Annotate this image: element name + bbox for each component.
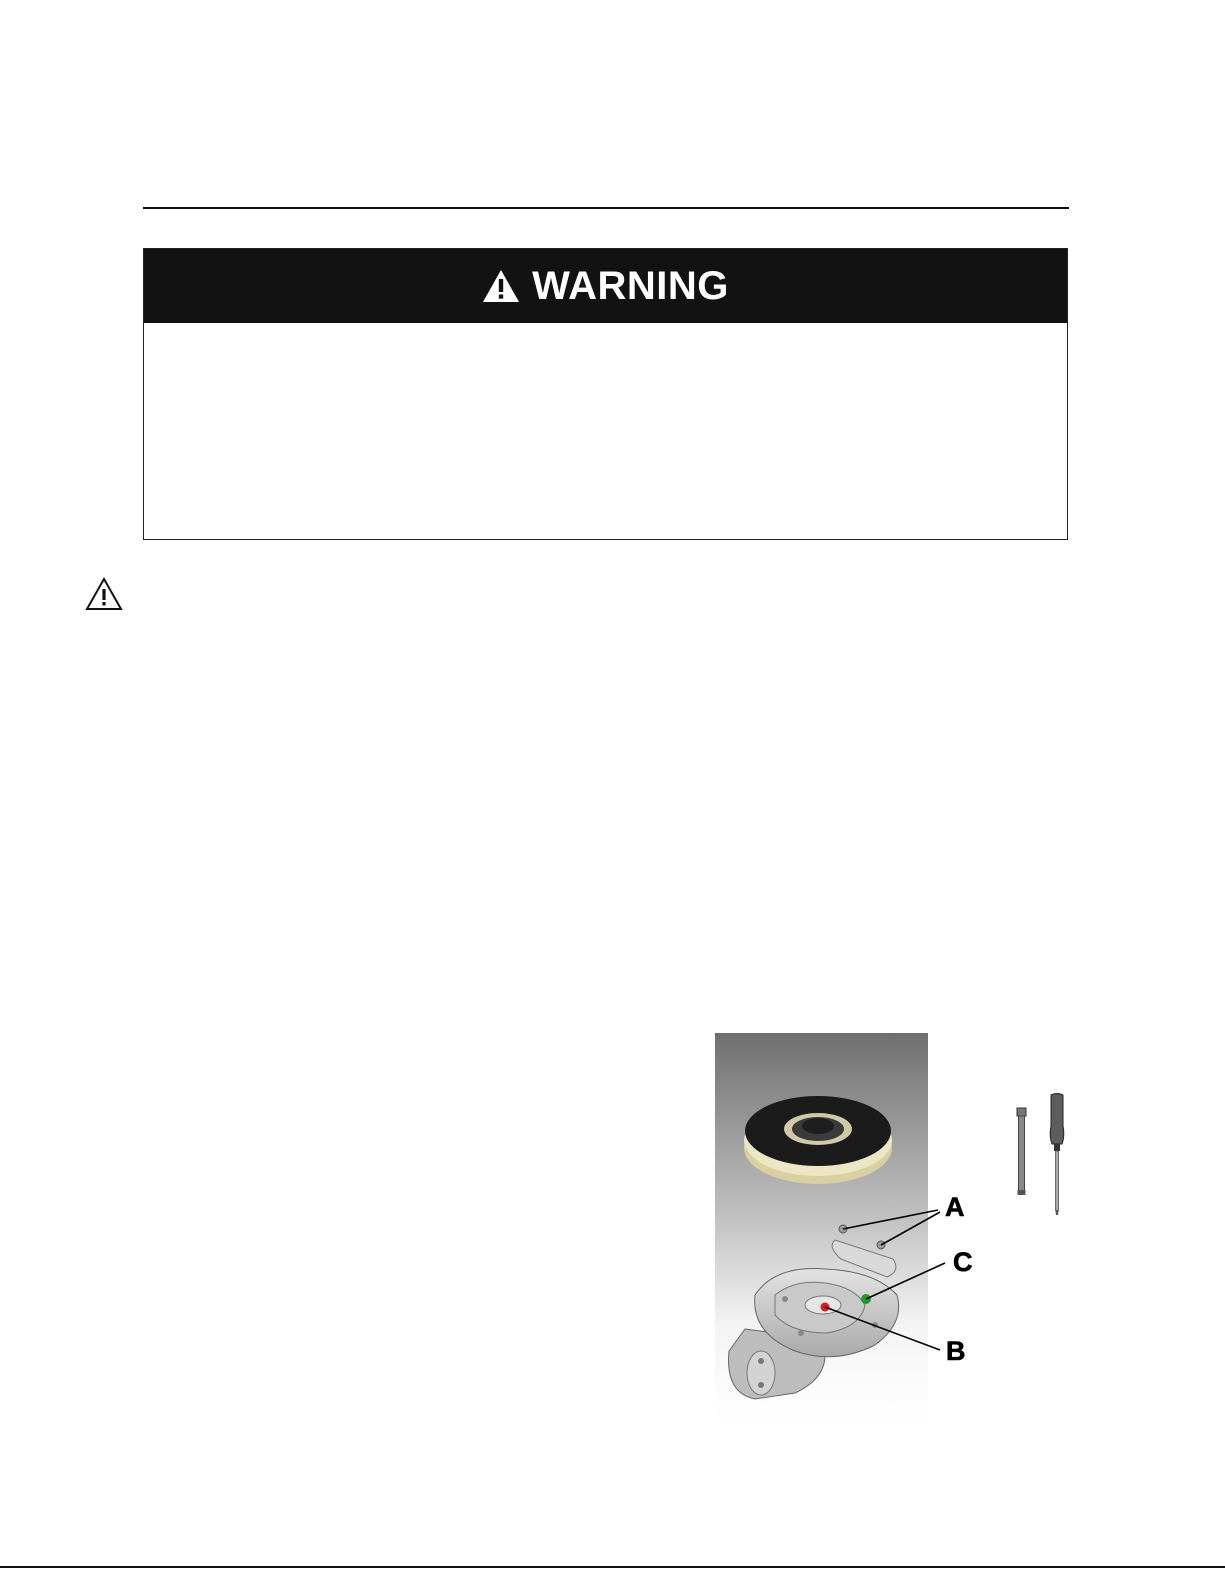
screwdriver-icon xyxy=(1050,1094,1064,1216)
warning-triangle-icon xyxy=(482,269,520,303)
callout-c: C xyxy=(953,1247,973,1277)
caution-triangle-icon xyxy=(85,577,123,611)
tools-illustration xyxy=(1005,1090,1080,1220)
footer-rule xyxy=(0,1566,1225,1568)
assembly-figure xyxy=(715,1033,928,1423)
top-disc xyxy=(744,1096,892,1184)
callout-b: B xyxy=(946,1336,966,1366)
warning-title: WARNING xyxy=(532,263,729,308)
nut-driver-icon xyxy=(1017,1108,1026,1195)
header-rule xyxy=(143,207,1069,209)
warning-box xyxy=(143,248,1068,540)
warning-header xyxy=(144,249,1067,323)
callout-a: A xyxy=(945,1192,965,1222)
